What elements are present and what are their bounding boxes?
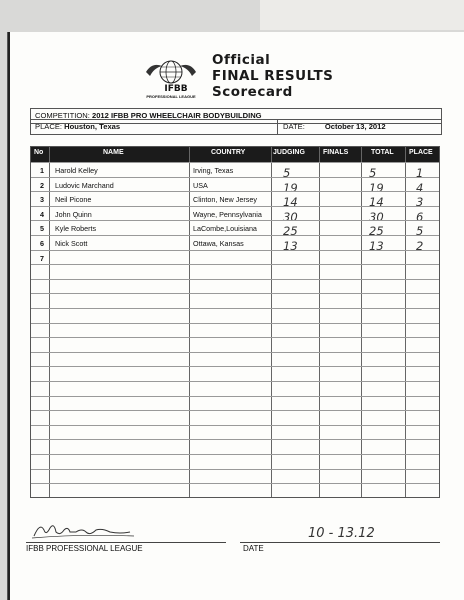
header-total: TOTAL [371, 149, 394, 156]
competitor-country: Ottawa, Kansas [193, 239, 244, 248]
competitor-name: Ludovic Marchand [55, 180, 114, 190]
footer-date-label: DATE [243, 544, 264, 553]
competitor-country: Wayne, Pennsylvania [193, 209, 262, 219]
table-row [31, 162, 439, 178]
title-scorecard: Scorecard [212, 84, 293, 100]
table-row [31, 308, 439, 324]
total-score: 19 [369, 180, 384, 195]
total-score: 5 [369, 166, 377, 180]
competitor-name: Neil Picone [55, 195, 92, 205]
final-place: 1 [416, 166, 424, 180]
date-line [240, 542, 440, 543]
header-finals: FINALS [323, 149, 349, 156]
table-row [31, 220, 439, 239]
footer-date-handwritten: 10 - 13.12 [308, 526, 375, 541]
table-row [31, 352, 439, 368]
row-number: 7 [40, 253, 44, 263]
judging-score: 25 [283, 224, 298, 239]
table-row [31, 454, 439, 470]
signature [30, 520, 180, 542]
table-row [31, 381, 439, 397]
judging-score: 19 [283, 180, 298, 195]
competitor-country: LaCombe,Louisiana [193, 224, 257, 234]
scorecard-title [212, 52, 333, 100]
table-row [31, 235, 439, 251]
header-judging: JUDGING [273, 149, 305, 156]
total-score: 25 [369, 224, 384, 239]
signature-line [26, 542, 226, 543]
table-row [31, 439, 439, 455]
header-place: PLACE [409, 149, 433, 156]
competitor-name: Kyle Roberts [55, 224, 97, 234]
place-date-row [30, 119, 442, 135]
judging-score: 30 [283, 209, 298, 224]
table-row [31, 396, 439, 412]
header-country: COUNTRY [211, 149, 246, 156]
final-place: 4 [416, 180, 424, 195]
date-value: October 13, 2012 [324, 122, 386, 131]
table-header [31, 147, 439, 162]
signature-label: IFBB PROFESSIONAL LEAGUE [26, 544, 143, 553]
competitor-country: Clinton, New Jersey [193, 195, 257, 205]
date-label: DATE: [283, 122, 305, 131]
judging-score: 5 [283, 166, 291, 180]
judging-score: 14 [283, 195, 298, 210]
table-row [31, 323, 439, 339]
svg-text:IFBB: IFBB [164, 84, 188, 94]
title-official: Official [212, 52, 271, 68]
ifbb-logo [140, 58, 202, 100]
table-row [31, 191, 439, 210]
row-number: 1 [40, 166, 44, 175]
competitor-name: Harold Kelley [55, 166, 98, 175]
date-field [277, 120, 386, 134]
competition-label: COMPETITION: [35, 111, 90, 120]
table-row [31, 410, 439, 426]
scan-background [260, 0, 464, 30]
table-row [31, 264, 439, 280]
header-name: NAME [103, 149, 124, 156]
competitor-name: Nick Scott [55, 239, 88, 248]
total-score: 14 [369, 195, 384, 210]
place-value: Houston, Texas [64, 122, 121, 131]
competitor-name: John Quinn [55, 209, 92, 219]
header-no: No [34, 149, 44, 156]
row-number: 5 [40, 224, 44, 234]
competitor-country: USA [193, 180, 208, 190]
table-row [31, 483, 439, 499]
final-place: 5 [416, 224, 424, 239]
title-final-results: FINAL RESULTS [212, 68, 334, 84]
table-row [31, 206, 439, 222]
judging-score: 13 [283, 239, 298, 253]
table-row [31, 279, 439, 295]
place-label: PLACE: [35, 122, 63, 131]
table-row [31, 250, 439, 266]
total-score: 30 [369, 209, 384, 224]
svg-text:PROFESSIONAL LEAGUE: PROFESSIONAL LEAGUE [146, 94, 196, 99]
final-place: 6 [416, 209, 424, 224]
results-table [30, 146, 440, 498]
row-number: 6 [40, 239, 44, 248]
table-row [31, 469, 439, 485]
table-row [31, 366, 439, 382]
row-number: 3 [40, 195, 44, 205]
total-score: 13 [369, 239, 384, 253]
table-row [31, 337, 439, 353]
table-row [31, 293, 439, 309]
final-place: 2 [416, 239, 424, 253]
final-place: 3 [416, 195, 424, 210]
row-number: 2 [40, 180, 44, 190]
row-number: 4 [40, 209, 44, 219]
table-row [31, 425, 439, 441]
competition-value: 2012 IFBB PRO WHEELCHAIR BODYBUILDING [91, 111, 262, 120]
table-row [31, 177, 439, 193]
competitor-country: Irving, Texas [193, 166, 234, 175]
